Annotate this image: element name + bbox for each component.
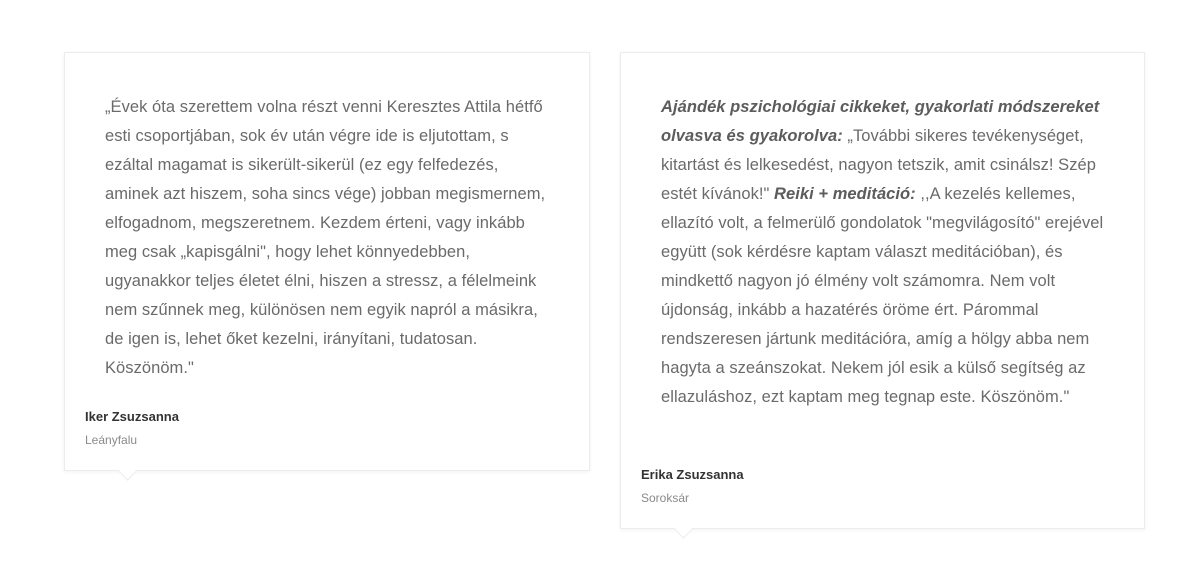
testimonial-quote	[661, 93, 1108, 412]
testimonial-location: Soroksár	[641, 491, 690, 505]
quote-heading-reiki: Reiki + meditáció:	[774, 185, 916, 203]
quote-text-articles: „További sikeres tevékenységet, kitartást és lelkesedést, nagyon tetszik, amit csinálsz! Szép estét kívánok!"	[661, 127, 1096, 203]
testimonial-quote: „Évek óta szerettem volna részt venni Keresztes Attila hétfő esti csoportjában, sok év után végre ide is eljutottam, s ezáltal magamat is sikerült-sikerül (ez egy felfedezés, aminek azt hiszem, soha sincs vége) jobban megismernem, elfogadnom, megszeretnem. Kezdem érteni, vagy inkább meg csak „kapisgálni", hogy lehet könnyedebben, ugyanakkor teljes életet élni, hiszen a stressz, a félelmeink nem szűnnek meg, különösen nem egyik napról a másikra, de igen is, lehet őket kezelni, irányítani, tudatosan. Köszönöm."	[105, 98, 546, 377]
testimonial-author: Iker Zsuzsanna	[85, 409, 179, 424]
quote-heading-articles: Ajándék pszichológiai cikkeket, gyakorlati módszereket olvasva és gyakorolva:	[661, 98, 1100, 145]
testimonial-card	[620, 52, 1145, 529]
testimonial-location: Leányfalu	[85, 433, 138, 447]
testimonial-card	[64, 52, 590, 471]
testimonial-author: Erika Zsuzsanna	[641, 467, 744, 482]
quote-text-reiki: ,,A kezelés kellemes, ellazító volt, a felmerülő gondolatok "megvilágosító" erejével együtt (sok kérdésre kaptam választ meditációban), és mindkettő nagyon jó élmény volt számomra. Nem volt újdonság, inkább a hazatérés öröme ért. Párommal rendszeresen jártunk meditációra, amíg a hölgy abba nem hagyta a szeánszokat. Nekem jól esik a külső segítség az ellazuláshoz, ezt kaptam meg tegnap este. Köszönöm."	[661, 185, 1104, 406]
